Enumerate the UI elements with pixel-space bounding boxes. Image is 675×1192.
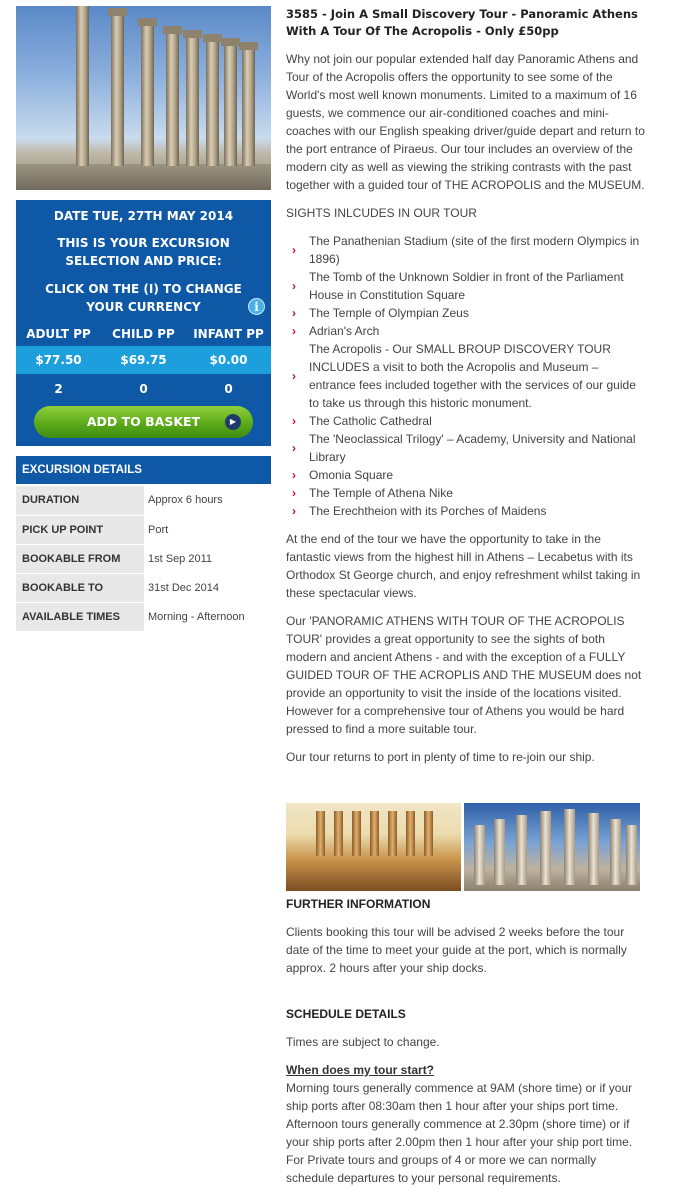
column-shape (76, 6, 89, 166)
currency-label: CLICK ON THE (I) TO CHANGE YOUR CURRENCY (45, 282, 242, 314)
tour-title: 3585 - Join A Small Discovery Tour - Panoramic Athens With A Tour Of The Acropolis - Only £50pp (286, 7, 638, 38)
list-item (292, 268, 646, 304)
column-shape (334, 811, 343, 856)
details-table (16, 486, 271, 632)
table-row (16, 544, 271, 573)
chevron-right-icon: › (292, 324, 296, 338)
sight-label: The Acropolis - Our SMALL BROUP DISCOVERY TOUR INCLUDES a visit to both the Acropolis and Museum – entrance fees included together with the services of our guide to take us through this historic monument. (309, 342, 636, 410)
child-quantity[interactable]: 0 (139, 382, 148, 396)
chevron-right-icon: › (292, 279, 296, 293)
column-shape (352, 811, 361, 856)
column-shape (626, 825, 637, 885)
tour-start-question: When does my tour start? (286, 1063, 435, 1077)
child-price: $69.75 (120, 353, 167, 367)
list-item (292, 232, 646, 268)
tour-end-text: At the end of the tour we have the opportunity to take in the fantastic views from the highest hill in Athens – Lecabetus with its Orthodox St George church, and enjoy refreshment whilst taking in these spectacular views. (286, 532, 641, 600)
list-item (292, 484, 646, 502)
tour-description (286, 6, 646, 1187)
capital-shape (163, 26, 182, 34)
column-shape (224, 46, 237, 166)
sight-label: The 'Neoclassical Trilogy' – Academy, University and National Library (309, 432, 636, 464)
column-shape (316, 811, 325, 856)
list-item (292, 430, 646, 466)
price-headers (16, 322, 271, 346)
capital-shape (203, 34, 222, 42)
chevron-right-icon: › (292, 468, 296, 482)
column-shape (111, 16, 124, 166)
add-to-basket-button[interactable] (34, 406, 253, 438)
chevron-right-icon: › (292, 369, 296, 383)
further-info-heading: FURTHER INFORMATION (286, 897, 431, 911)
bookable-to-label: BOOKABLE TO (16, 573, 144, 602)
table-row (16, 573, 271, 602)
available-times-label: AVAILABLE TIMES (16, 602, 144, 631)
column-shape (370, 811, 379, 856)
available-times-value: Morning - Afternoon (148, 610, 245, 623)
chevron-right-icon: › (292, 486, 296, 500)
list-item (292, 322, 646, 340)
tour-intro: Why not join our popular extended half day Panoramic Athens and Tour of the Acropolis offers the opportunity to see some of the World's most well known monuments. Limited to a maximum of 16 guests, we commence our air-conditioned coaches and mini-coaches with our English speaking driver/guide depart and return to the port entrance of Piraeus. Our tour includes an overview of the modern city as well as viewing the striking contrasts with the past together with a guided tour of THE ACROPOLIS and the MUSEUM. (286, 52, 645, 192)
duration-value: Approx 6 hours (148, 494, 223, 507)
column-shape (166, 34, 179, 166)
excursion-details-header: EXCURSION DETAILS (16, 456, 271, 484)
column-shape (516, 815, 527, 885)
list-item (292, 412, 646, 430)
column-shape (141, 26, 154, 166)
column-shape (406, 811, 415, 856)
acropolis-ruins-photo (286, 803, 461, 891)
quantity-row (16, 374, 271, 404)
further-info-text: Clients booking this tour will be advised 2 weeks before the tour date of the time to meet your guide at the port, which is normally approx. 2 hours after your ship docks. (286, 925, 627, 975)
duration-label: DURATION (16, 486, 144, 515)
chevron-right-icon: › (292, 306, 296, 320)
schedule-heading: SCHEDULE DETAILS (286, 1007, 406, 1021)
tour-return-text: Our tour returns to port in plenty of time to re-join our ship. (286, 750, 595, 764)
price-row (16, 346, 271, 374)
column-shape (424, 811, 433, 856)
arrow-right-icon: ▶ (225, 414, 241, 430)
info-icon[interactable]: i (248, 298, 265, 315)
chevron-right-icon: › (292, 504, 296, 518)
tour-start-answer: Morning tours generally commence at 9AM (shore time) or if your ship ports after 08:30am then 1 hour after your ships port time. Afternoon tours generally commence at 2.30pm (shore time) or if your ship ports after 2.00pm then 1 hour after your ship port time. For Private tours and groups of 4 or more we can normally schedule departures to your personal requirements. (286, 1081, 633, 1185)
schedule-note: Times are subject to change. (286, 1035, 440, 1049)
column-shape (588, 813, 599, 885)
chevron-right-icon: › (292, 441, 296, 455)
sight-label: The Panathenian Stadium (site of the first modern Olympics in 1896) (309, 234, 640, 266)
bookable-from-value: 1st Sep 2011 (148, 552, 213, 565)
sight-label: The Tomb of the Unknown Soldier in front of the Parliament House in Constitution Square (309, 270, 624, 302)
column-shape (494, 819, 505, 885)
column-shape (186, 38, 199, 166)
list-item (292, 340, 646, 412)
sights-heading: SIGHTS INLCUDES IN OUR TOUR (286, 206, 477, 220)
sight-label: The Erechtheion with its Porches of Maidens (309, 504, 547, 518)
sight-label: Adrian's Arch (309, 324, 380, 338)
price-panel (16, 200, 271, 446)
selection-text: THIS IS YOUR EXCURSION SELECTION AND PRICE: (57, 236, 230, 268)
table-row (16, 515, 271, 544)
tour-panoramic-text: Our 'PANORAMIC ATHENS WITH TOUR OF THE ACROPOLIS TOUR' provides a great opportunity to see the sights of both modern and ancient Athens - and with the exception of a FULLY GUIDED TOUR OF THE ACROPLIS AND THE MUSEUM does not provide an opportunity to visit the inside of the locations visited. However for a comprehensive tour of Athens you would be hard pressed to find a more suitable tour. (286, 614, 642, 736)
pickup-label: PICK UP POINT (16, 515, 144, 544)
table-row (16, 486, 271, 515)
pickup-value: Port (148, 523, 169, 536)
chevron-right-icon: › (292, 243, 296, 257)
list-item (292, 466, 646, 484)
adult-header: ADULT PP (26, 327, 91, 341)
sights-list (292, 232, 646, 520)
capital-shape (183, 30, 202, 38)
capital-shape (138, 18, 157, 26)
sight-label: The Temple of Athena Nike (309, 486, 453, 500)
infant-price: $0.00 (209, 353, 248, 367)
adult-price: $77.50 (35, 353, 82, 367)
child-header: CHILD PP (112, 327, 175, 341)
sight-label: The Catholic Cathedral (309, 414, 432, 428)
column-shape (242, 50, 255, 166)
bookable-to-value: 31st Dec 2014 (148, 581, 219, 594)
sight-label: The Temple of Olympian Zeus (309, 306, 469, 320)
table-row (16, 602, 271, 631)
column-shape (610, 819, 621, 885)
column-shape (540, 811, 551, 885)
capital-shape (221, 38, 240, 46)
temple-photo (16, 6, 271, 190)
adult-quantity[interactable]: 2 (54, 382, 63, 396)
chevron-right-icon: › (292, 414, 296, 428)
column-shape (564, 809, 575, 885)
parthenon-photo (464, 803, 640, 891)
capital-shape (108, 8, 127, 16)
infant-quantity[interactable]: 0 (224, 382, 233, 396)
column-shape (388, 811, 397, 856)
bookable-from-label: BOOKABLE FROM (16, 544, 144, 573)
list-item (292, 502, 646, 520)
booking-sidebar (16, 6, 271, 632)
list-item (292, 304, 646, 322)
add-to-basket-label: ADD TO BASKET (86, 414, 201, 429)
sight-label: Omonia Square (309, 468, 394, 482)
excursion-details (16, 456, 271, 632)
infant-header: INFANT PP (193, 327, 264, 341)
excursion-date: DATE TUE, 27TH MAY 2014 (53, 209, 234, 223)
photo-strip (286, 803, 646, 891)
capital-shape (239, 42, 258, 50)
column-shape (206, 42, 219, 166)
column-shape (474, 825, 485, 885)
currency-text (16, 280, 271, 318)
